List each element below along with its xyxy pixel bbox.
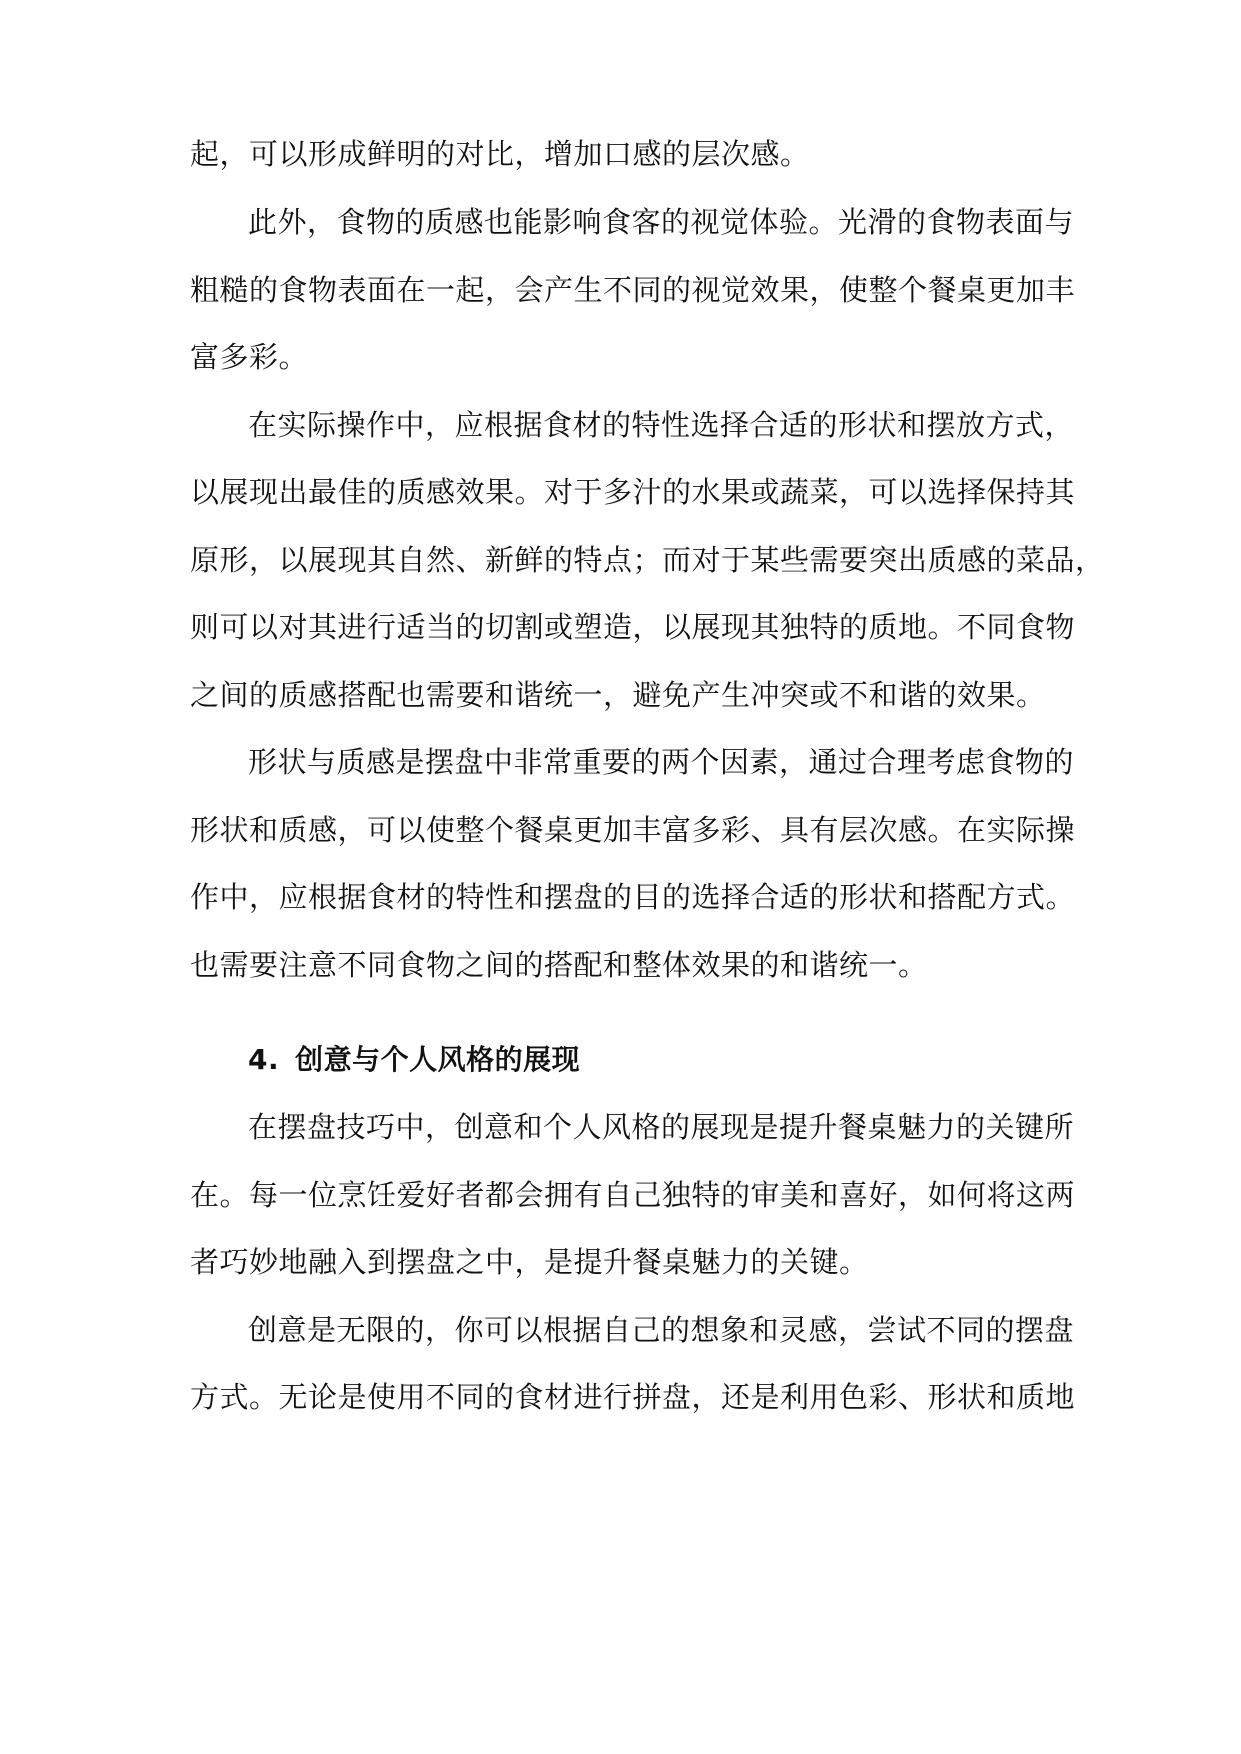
text-line: 则可以对其进行适当的切割或塑造，以展现其独特的质地。不同食物 (190, 610, 1076, 644)
text-line: 原形，以展现其自然、新鲜的特点；而对于某些需要突出质感的菜品， (190, 543, 1105, 577)
text-line: 形状和质感，可以使整个餐桌更加丰富多彩、具有层次感。在实际操 (190, 813, 1076, 847)
text-line: 起，可以形成鲜明的对比，增加口感的层次感。 (190, 137, 810, 171)
section-title: 创意与个人风格的展现 (295, 1043, 581, 1076)
paragraph-start: 在实际操作中，应根据食材的特性选择合适的形状和摆放方式， (248, 408, 1075, 442)
text-line: 粗糙的食物表面在一起，会产生不同的视觉效果，使整个餐桌更加丰 (190, 273, 1076, 307)
text-line: 也需要注意不同食物之间的搭配和整体效果的和谐统一。 (190, 948, 928, 982)
text-line: 在。每一位烹饪爱好者都会拥有自己独特的审美和喜好，如何将这两 (190, 1178, 1076, 1212)
text-line: 作中，应根据食材的特性和摆盘的目的选择合适的形状和搭配方式。 (190, 880, 1076, 914)
text-line: 之间的质感搭配也需要和谐统一，避免产生冲突或不和谐的效果。 (190, 678, 1046, 712)
paragraph-start: 创意是无限的，你可以根据自己的想象和灵感，尝试不同的摆盘 (248, 1313, 1075, 1347)
paragraph-start: 此外，食物的质感也能影响食客的视觉体验。光滑的食物表面与 (248, 205, 1075, 239)
paragraph-start: 形状与质感是摆盘中非常重要的两个因素，通过合理考虑食物的 (248, 745, 1075, 779)
text-line: 者巧妙地融入到摆盘之中，是提升餐桌魅力的关键。 (190, 1245, 869, 1279)
text-line: 以展现出最佳的质感效果。对于多汁的水果或蔬菜，可以选择保持其 (190, 475, 1076, 509)
text-line: 方式。无论是使用不同的食材进行拼盘，还是利用色彩、形状和质地 (190, 1380, 1076, 1414)
section-heading (248, 1040, 1128, 1080)
section-number: 4. (248, 1043, 280, 1076)
paragraph-start: 在摆盘技巧中，创意和个人风格的展现是提升餐桌魅力的关键所 (248, 1110, 1075, 1144)
text-line: 富多彩。 (190, 340, 309, 374)
